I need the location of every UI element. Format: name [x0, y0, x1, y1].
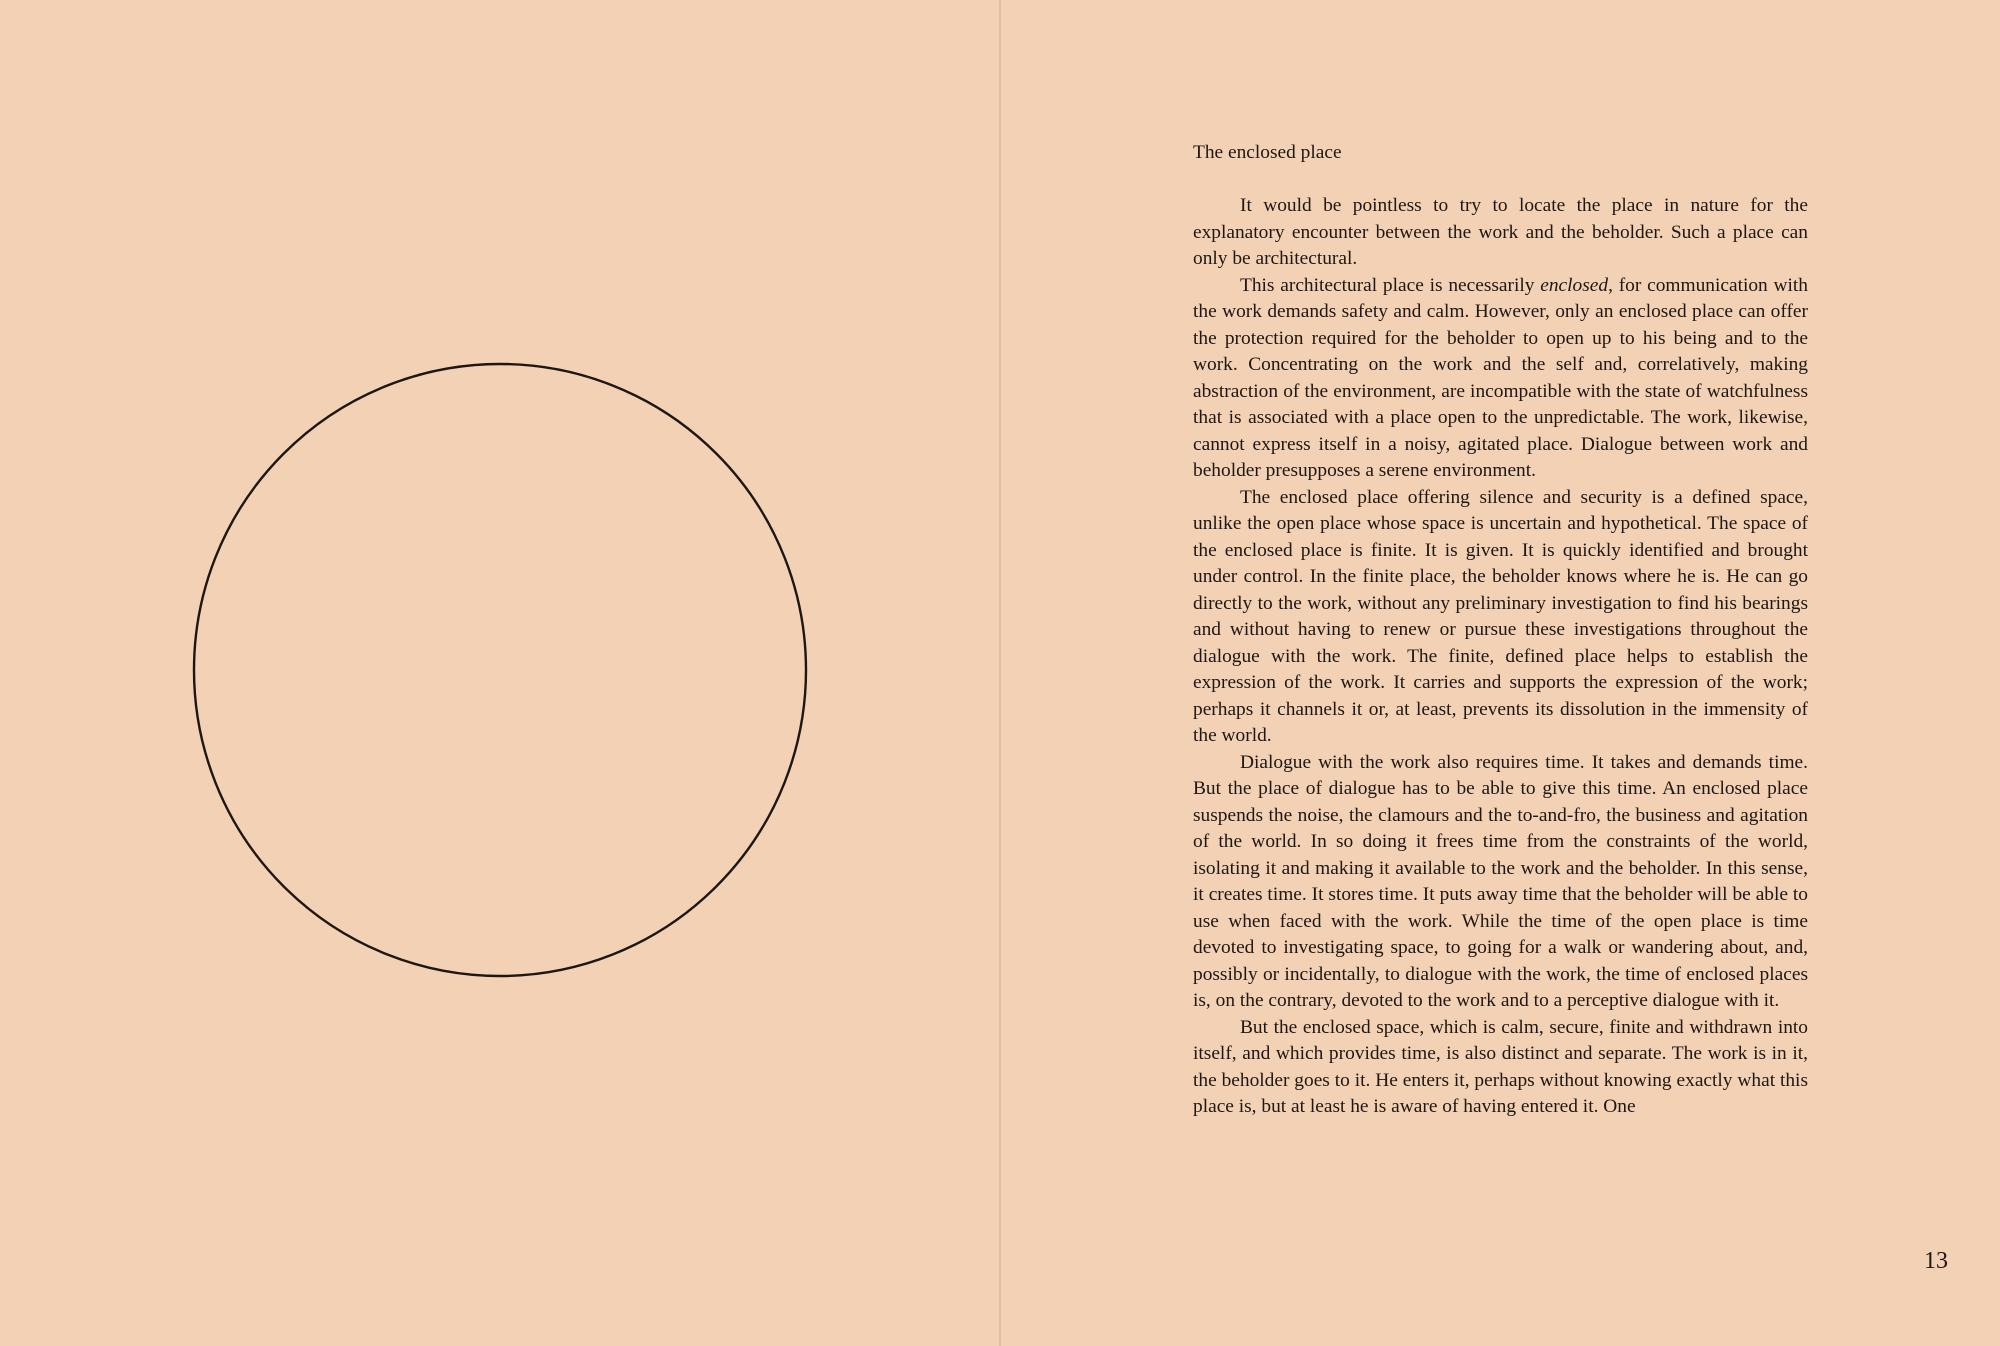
paragraph-text: , for communication with the work demands safety and calm. However, only an enclosed place can offer the protection required for the beholder to open up to his being and to the work. Concentrating on the work and the self and, correlatively, making abstraction of the environment, are incompatible with the state of watchfulness that is associated with a place open to the unpredictable. The work, likewise, cannot express itself in a noisy, agitated place. Dialogue between work and beholder presupposes a serene environment. — [1193, 274, 1808, 481]
paragraph: But the enclosed space, which is calm, secure, finite and withdrawn into itself, and which provides time, is also distinct and separate. The work is in it, the beholder goes to it. He enters it, perhaps without knowing exactly what this place is, but at least he is aware of having entered it. One — [1193, 1016, 1808, 1117]
paragraph: Dialogue with the work also requires time. It takes and demands time. But the place of dialogue has to be able to give this time. An enclosed place suspends the noise, the clamours and the to-and-fro, the business and agitation of the world. In so doing it frees time from the constraints of the world, isolating it and making it available to the work and the beholder. In this sense, it creates time. It stores time. It puts away time that the beholder will be able to use when faced with the work. While the time of the open place is time devoted to investigating space, to going for a walk or wandering about, and, possibly or incidentally, to dialogue with the work, the time of enclosed places is, on the contrary, devoted to the work and to a perceptive dialogue with it. — [1193, 751, 1808, 1011]
left-page — [0, 0, 999, 1346]
emphasized-word: enclosed — [1540, 274, 1609, 296]
circle-illustration — [180, 350, 820, 990]
circle-outline — [194, 364, 806, 976]
chapter-text — [1193, 140, 1808, 1121]
right-page — [1001, 0, 2000, 1346]
paragraph — [1193, 273, 1808, 485]
section-heading: The enclosed place — [1193, 142, 1342, 163]
paragraph: It would be pointless to try to locate the place in nature for the explanatory encounter between the work and the beholder. Such a place can only be architectural. — [1193, 195, 1808, 269]
page-number: 13 — [1924, 1248, 1948, 1274]
paragraph: The enclosed place offering silence and security is a defined space, unlike the open place whose space is uncertain and hypothetical. The space of the enclosed place is finite. It is given. It is quickly identified and brought under control. In the finite place, the beholder knows where he is. He can go directly to the work, without any preliminary investigation to find his bearings and without having to renew or pursue these investigations throughout the dialogue with the work. The finite, defined place helps to establish the expression of the work. It carries and supports the expression of the work; perhaps it channels it or, at least, prevents its dissolution in the immensity of the world. — [1193, 486, 1808, 746]
paragraph-text: This architectural place is necessarily — [1240, 274, 1541, 296]
